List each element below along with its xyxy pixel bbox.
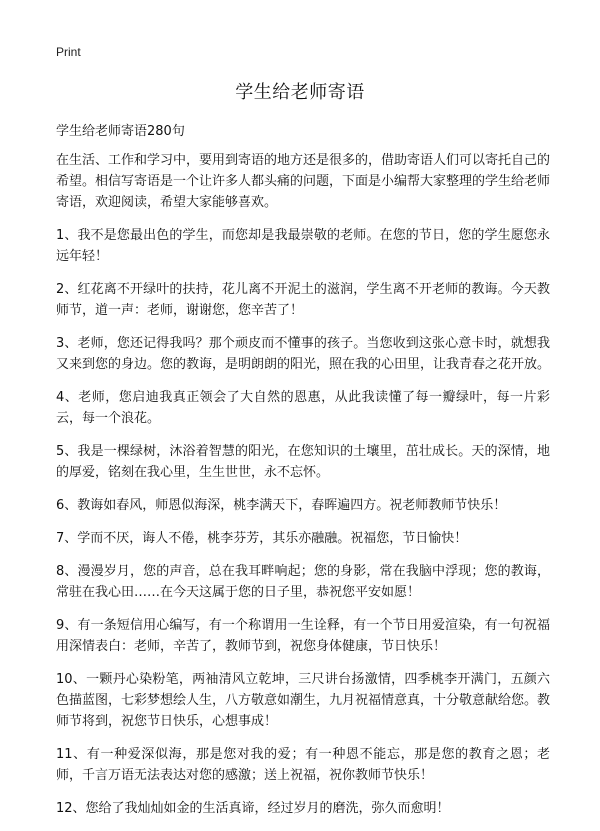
list-item: 5、我是一棵绿树，沐浴着智慧的阳光，在您知识的土壤里，茁壮成长。天的深情，地的厚爱，铭刻在我心里，生生世世，永不忘怀。 (56, 444, 550, 480)
list-item: 1、我不是您最出色的学生，而您却是我最崇敬的老师。在您的节日，您的学生愿您永远年轻！ (56, 228, 550, 264)
print-link[interactable]: Print (56, 45, 81, 59)
list-item: 8、漫漫岁月，您的声音，总在我耳畔响起；您的身影，常在我脑中浮现；您的教诲，常驻在我心田……在今天这属于您的日子里，恭祝您平安如愿！ (56, 564, 550, 600)
list-item: 6、教诲如春风，师恩似海深，桃李满天下，春晖遍四方。祝老师教师节快乐！ (56, 498, 507, 513)
list-item: 7、学而不厌，诲人不倦，桃李芬芳，其乐亦融融。祝福您，节日愉快！ (56, 531, 468, 546)
list-item: 9、有一条短信用心编写，有一个称谓用一生诠释，有一个节日用爱渲染，有一句祝福用深情表白：老师，辛苦了，教师节到，祝您身体健康，节日快乐！ (56, 618, 550, 654)
list-item: 4、老师，您启迪我真正领会了大自然的恩惠，从此我读懂了每一瓣绿叶，每一片彩云，每一个浪花。 (56, 390, 550, 426)
list-item: 10、一颗丹心染粉笔，两袖清风立乾坤，三尺讲台扬激情，四季桃李开满门，五颜六色描蓝图，七彩梦想绘人生，八方敬意如潮生，九月祝福情意真，十分敬意献给您。教师节将到，祝您节日快乐，心想事成！ (56, 672, 551, 729)
list-item: 2、红花离不开绿叶的扶持，花儿离不开泥土的滋润，学生离不开老师的教诲。今天教师节，道一声：老师，谢谢您，您辛苦了！ (56, 282, 550, 318)
document-subtitle: 学生给老师寄语280句 (56, 124, 185, 139)
list-item: 11、有一种爱深似海，那是您对我的爱；有一种恩不能忘，那是您的教育之恩；老师，千言万语无法表达对您的感激；送上祝福，祝你教师节快乐！ (56, 747, 550, 783)
intro-paragraph: 在生活、工作和学习中，要用到寄语的地方还是很多的，借助寄语人们可以寄托自己的希望。相信写寄语是一个让许多人都头痛的问题，下面是小编帮大家整理的学生给老师寄语，欢迎阅读，希望大家能够喜欢。 (56, 153, 551, 210)
page-title: 学生给老师寄语 (235, 82, 365, 103)
document-body (56, 150, 550, 831)
list-item: 3、老师，您还记得我吗？那个顽皮而不懂事的孩子。当您收到这张心意卡时，就想我又来到您的身边。您的教诲，是明朗朗的阳光，照在我的心田里，让我青春之花开放。 (56, 336, 551, 372)
list-item: 12、您给了我灿灿如金的生活真谛，经过岁月的磨洗，弥久而愈明！ (56, 801, 450, 816)
